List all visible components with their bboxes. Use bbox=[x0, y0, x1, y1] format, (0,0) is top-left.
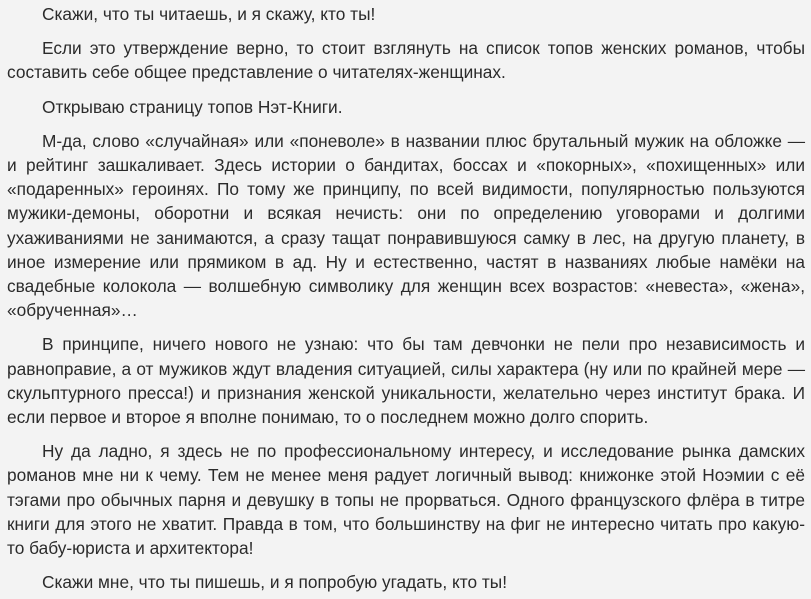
paragraph-conclusion: Ну да ладно, я здесь не по профессиональному интересу, и исследование рынка дамских романов мне ни к чему. Тем не менее меня радует логичный вывод: книжонке этой Ноэмии с её тэгами про обычных парня и девушку в топы не прорваться. Одного французского флёра в титре книги для этого не хватит. Правда в том, что большинству на фиг не интересно читать про какую-то бабу-юриста и архитектора! bbox=[7, 441, 805, 559]
paragraph-opening-page: Открываю страницу топов Нэт-Книги. bbox=[42, 96, 343, 117]
paragraph-principle: В принципе, ничего нового не узнаю: что бы там девчонки не пели про независимость и равноправие, а от мужиков ждут владения ситуацией, силы характера (ну или по крайней мере — скульптурного пресса!) и признания женской уникальности, желательно через институт брака. И если первое и второе я вполне понимаю, то о последнем можно долго спорить. bbox=[7, 334, 805, 428]
paragraph-observations: М-да, слово «случайная» или «поневоле» в названии плюс брутальный мужик на обложке — и рейтинг зашкаливает. Здесь истории о бандитах, боссах и «покорных», «похищенных» или «подаренных» героинях. По тому же принципу, по всей видимости, популярностью пользуются мужики-демоны, оборотни и всякая нечисть: они по определению уговорами и долгими ухаживаниями не занимаются, а сразу тащат понравившуюся самку в лес, на другую планету, в иное измерение или прямиком в ад. Ну и естественно, частят в названиях любые намёки на свадебные колокола — волшебную символику для женщин всех возрастов: «невеста», «жена», «обрученная»… bbox=[7, 130, 805, 321]
document-body bbox=[7, 0, 805, 594]
paragraph-statement: Если это утверждение верно, то стоит взглянуть на список топов женских романов, чтобы составить себе общее представление о читателях-женщинах. bbox=[7, 38, 805, 83]
paragraph-closing: Скажи мне, что ты пишешь, и я попробую угадать, кто ты! bbox=[42, 572, 508, 593]
paragraph-epigraph: Скажи, что ты читаешь, и я скажу, кто ты! bbox=[42, 4, 376, 24]
